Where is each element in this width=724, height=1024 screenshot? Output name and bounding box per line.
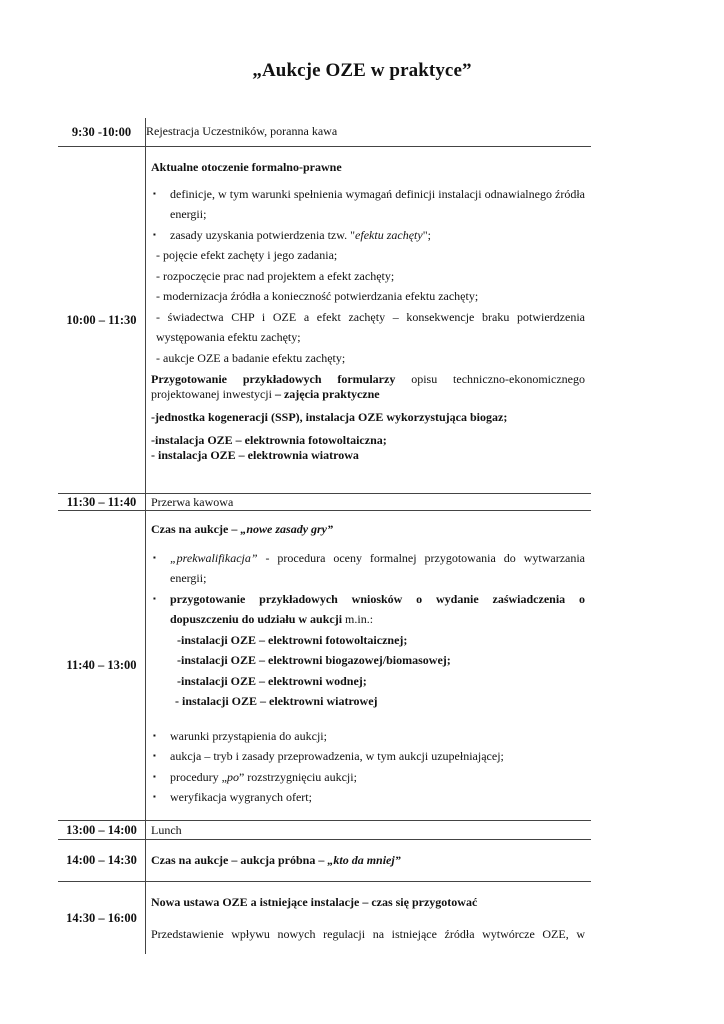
list-item: [151, 589, 585, 630]
text-part: – zajęcia praktyczne: [274, 387, 380, 401]
description-cell: [146, 147, 591, 493]
description-cell: [146, 882, 591, 954]
dash-item: - pojęcie efekt zachęty i jego zadania;: [156, 248, 338, 262]
time-cell: 11:30 – 11:40: [58, 494, 146, 510]
bullet-icon: ▪: [153, 792, 156, 801]
dash-item: - aukcje OZE a badanie efektu zachęty;: [156, 350, 346, 365]
text-part: „prekwalifikacja”: [170, 550, 258, 565]
bold-line: -jednostka kogeneracji (SSP), instalacja OZE wykorzystująca biogaz;: [151, 410, 508, 424]
table-row: [58, 511, 591, 821]
bold-line: -instalacja OZE – elektrownia fotowoltaiczna;: [151, 433, 387, 447]
description-cell: Przerwa kawowa: [151, 495, 234, 509]
description-cell: [146, 840, 591, 881]
list-item: [151, 726, 585, 747]
description-cell: [146, 511, 591, 820]
list-item-text: definicje, w tym warunki spełnienia wymagań definicji instalacji odnawialnego źródła energii;: [170, 186, 585, 221]
list-item-text: [170, 589, 585, 630]
sub-item: -instalacji OZE – elektrowni fotowoltaicznej;: [177, 632, 408, 647]
text-part: efektu zachęty: [355, 227, 423, 242]
dash-item: - modernizacja źródła a konieczność potwierdzania efektu zachęty;: [156, 289, 479, 303]
section-heading: [151, 850, 401, 871]
description-text: Przedstawienie wpływu nowych regulacji na istniejące źródła wytwórcze OZE, w: [151, 926, 585, 941]
description-cell: Rejestracja Uczestników, poranna kawa: [146, 124, 338, 138]
text-part: ";: [422, 227, 431, 242]
list-item-text: warunki przystąpienia do aukcji;: [170, 728, 327, 743]
list-item: [151, 767, 585, 788]
text-part: „nowe zasady gry”: [240, 522, 334, 536]
text-part: ” rozstrzygnięciu aukcji;: [238, 769, 357, 784]
text-part: „kto da mniej”: [327, 853, 401, 868]
sub-item: - instalacji OZE – elektrowni wiatrowej: [175, 694, 378, 708]
list-item: [151, 746, 585, 767]
page-title: „Aukcje OZE w praktyce”: [252, 60, 472, 81]
list-item-text: [170, 548, 585, 589]
description-cell: Lunch: [151, 823, 182, 837]
text-part: opisu techniczno-ekonomicznego projektowanej inwestycji: [151, 372, 585, 401]
schedule-table: [58, 118, 591, 954]
list-item-text: aukcja – tryb i zasady przeprowadzenia, w tym aukcji uzupełniającej;: [170, 749, 504, 763]
text-part: zasady uzyskania potwierdzenia tzw. ": [170, 227, 356, 242]
text-part: procedury „: [170, 769, 227, 784]
table-row: [58, 118, 591, 147]
table-row: [58, 840, 591, 882]
list-item: [151, 184, 585, 225]
text-part: Czas na aukcje – aukcja próbna –: [151, 853, 328, 868]
text-part: Przygotowanie przykładowych formularzy: [151, 372, 396, 386]
time-cell: 13:00 – 14:00: [58, 821, 146, 839]
section-heading: [151, 519, 585, 540]
table-row: [58, 882, 591, 954]
bullet-icon: ▪: [153, 188, 156, 198]
time-cell: 9:30 -10:00: [58, 118, 146, 146]
dash-item: - rozpoczęcie prac nad projektem a efekt zachęty;: [156, 268, 395, 283]
list-item-text: weryfikacja wygranych ofert;: [170, 790, 312, 804]
list-item-text: [170, 225, 585, 246]
section-heading: Nowa ustawa OZE a istniejące instalacje – czas się przygotować: [151, 895, 478, 909]
list-item: [151, 787, 585, 808]
table-row: [58, 821, 591, 840]
text-part: przygotowanie przykładowych wniosków o wydanie zaświadczenia o dopuszczeniu do udziału w aukcji: [170, 591, 585, 626]
time-cell: 14:30 – 16:00: [58, 882, 146, 954]
forms-paragraph: [151, 372, 585, 402]
list-item-text: [170, 767, 585, 788]
text-part: Czas na aukcje –: [151, 522, 241, 536]
text-part: m.in.:: [342, 612, 374, 626]
table-row: [58, 147, 591, 494]
list-item: [151, 548, 585, 589]
dash-item: występowania efektu zachęty;: [156, 330, 301, 344]
time-cell: 10:00 – 11:30: [58, 147, 146, 493]
bold-line: - instalacja OZE – elektrownia wiatrowa: [151, 448, 359, 462]
list-item: [151, 225, 585, 246]
sub-item: -instalacji OZE – elektrowni biogazowej/biomasowej;: [177, 653, 451, 667]
text-part: - procedura oceny formalnej przygotowania do wytwarzania energii;: [170, 550, 585, 585]
text-part: po: [226, 769, 239, 784]
time-cell: 14:00 – 14:30: [58, 840, 146, 881]
table-row: [58, 494, 591, 511]
bullet-icon: ▪: [153, 552, 156, 562]
section-heading: Aktualne otoczenie formalno-prawne: [151, 160, 342, 174]
bullet-icon: ▪: [153, 730, 156, 740]
bullet-icon: ▪: [153, 593, 156, 603]
time-cell: 11:40 – 13:00: [58, 511, 146, 820]
dash-item: - świadectwa CHP i OZE a efekt zachęty – konsekwencje braku potwierdzenia: [156, 309, 585, 324]
bullet-icon: ▪: [153, 229, 156, 239]
sub-item: -instalacji OZE – elektrowni wodnej;: [177, 673, 367, 688]
bullet-icon: ▪: [153, 751, 156, 760]
bullet-icon: ▪: [153, 771, 156, 781]
